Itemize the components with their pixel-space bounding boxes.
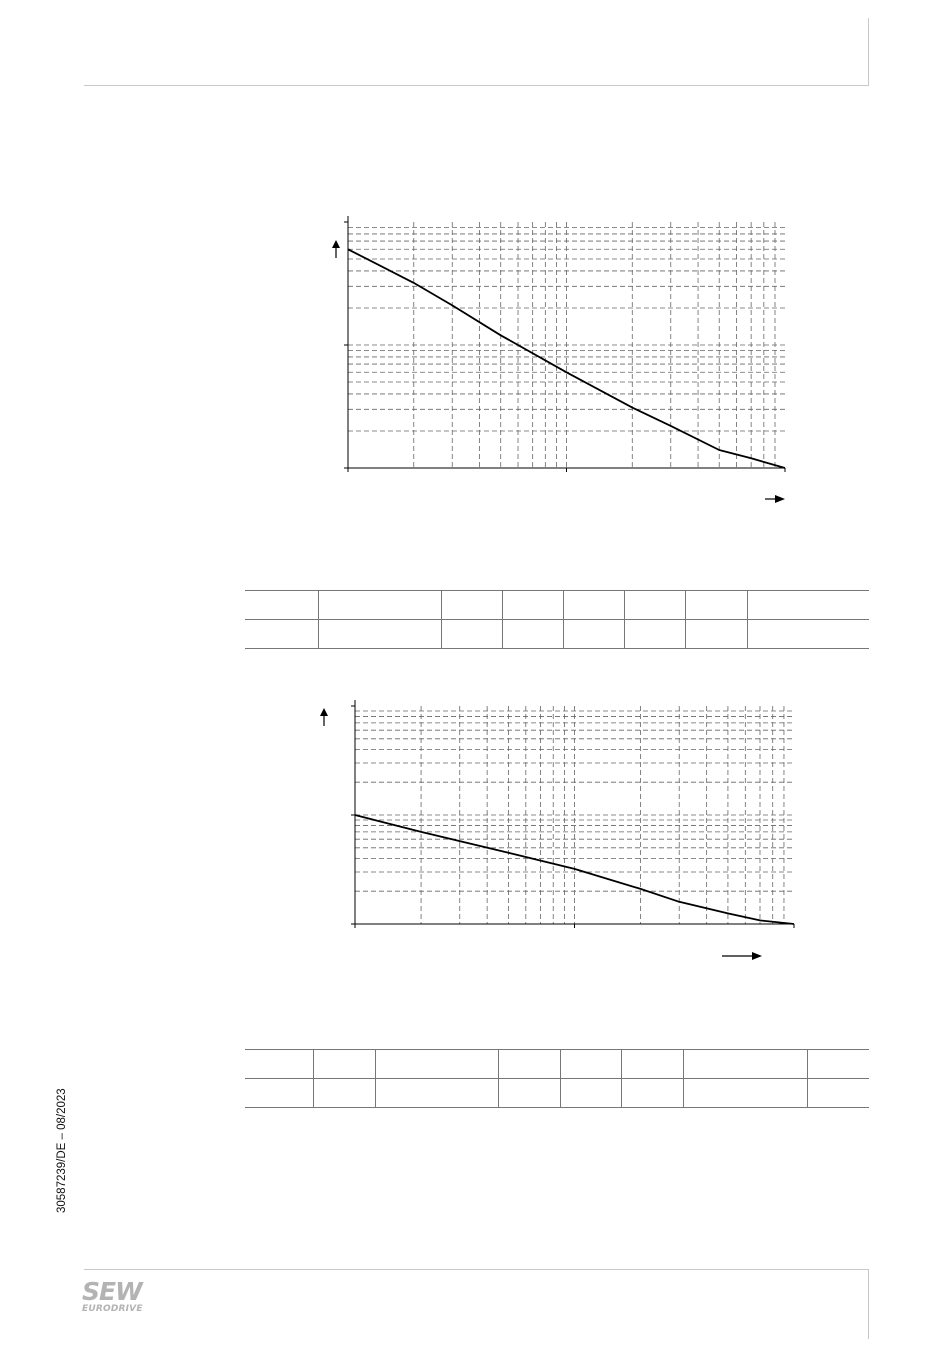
table-cell [245, 1079, 313, 1108]
x-axis-arrow-icon [722, 952, 762, 960]
table-cell [502, 591, 563, 620]
table-cell [683, 1079, 807, 1108]
y-axis-arrow-icon [320, 708, 328, 726]
table-cell [318, 591, 441, 620]
sew-eurodrive-logo [82, 1277, 154, 1320]
logo-primary: SEW [82, 1277, 142, 1306]
table-row [245, 1079, 869, 1108]
table-2 [245, 1049, 869, 1108]
table-row [245, 591, 869, 620]
table-cell [747, 591, 869, 620]
arrow-head [332, 240, 340, 248]
table-cell [313, 1079, 375, 1108]
table-cell [498, 1079, 560, 1108]
table-cell [624, 620, 685, 649]
table-cell [807, 1050, 869, 1079]
table-cell [502, 620, 563, 649]
table-cell [563, 591, 624, 620]
arrow-head [775, 495, 785, 503]
footer-edge-rule [868, 1269, 869, 1339]
table-cell [621, 1079, 683, 1108]
table-cell [747, 620, 869, 649]
chart-2 [300, 690, 820, 980]
document-id: 30587239/DE – 08/2023 [56, 1088, 68, 1213]
chart-1 [320, 200, 800, 520]
logo-secondary: EURODRIVE [82, 1304, 143, 1314]
table-cell [313, 1050, 375, 1079]
table-cell [245, 620, 318, 649]
table-cell [560, 1079, 621, 1108]
header-rule [84, 85, 869, 86]
table-cell [441, 591, 502, 620]
header-edge-rule [868, 18, 869, 86]
table-cell [685, 620, 747, 649]
arrow-head [320, 708, 328, 716]
arrow-head [752, 952, 762, 960]
table-1 [245, 590, 869, 649]
table-cell [560, 1050, 621, 1079]
y-axis-arrow-icon [332, 240, 340, 258]
table-cell [621, 1050, 683, 1079]
footer-rule [84, 1269, 869, 1270]
table-cell [685, 591, 747, 620]
table-cell [683, 1050, 807, 1079]
table-cell [245, 1050, 313, 1079]
table-cell [624, 591, 685, 620]
table-cell [375, 1050, 498, 1079]
table-cell [807, 1079, 869, 1108]
table-cell [498, 1050, 560, 1079]
table-cell [245, 591, 318, 620]
x-axis-arrow-icon [765, 495, 785, 503]
table-cell [441, 620, 502, 649]
table-row [245, 1050, 869, 1079]
table-row [245, 620, 869, 649]
table-cell [318, 620, 441, 649]
table-cell [375, 1079, 498, 1108]
table-cell [563, 620, 624, 649]
